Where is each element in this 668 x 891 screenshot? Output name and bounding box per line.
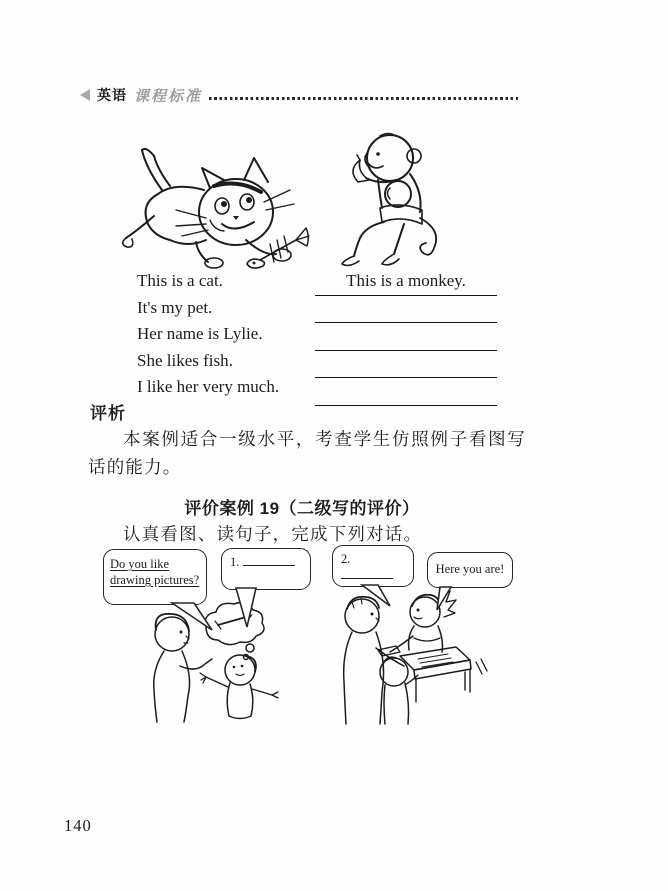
bubble-3-tail-icon [360, 584, 396, 610]
answer-lines [315, 268, 497, 406]
bubble-4-text: Here you are! [435, 562, 505, 576]
answer-line-blank [315, 296, 497, 324]
speech-bubble-2 [221, 548, 311, 590]
sentence-line: Her name is Lylie. [137, 324, 263, 343]
case-title: 评价案例 19（二级写的评价） [184, 499, 420, 518]
bubble-3-blank-line [341, 567, 393, 579]
sentence-line: It's my pet. [137, 297, 213, 317]
header-dotted-rule [209, 97, 518, 100]
answer-line-blank [315, 351, 497, 379]
left-triangle-icon [80, 89, 90, 101]
example-sentences [137, 268, 317, 401]
analysis-body: 本案例适合一级水平，考查学生仿照例子看图写话的能力。 [88, 429, 526, 477]
header-series-label: 课程标准 [134, 87, 203, 105]
page-number: 140 [64, 816, 92, 835]
bubble-2-label: 1. [230, 555, 240, 569]
bubble-1-text: Do you like drawing pictures? [110, 557, 200, 587]
page-header [80, 86, 518, 104]
bubble-2-tail-icon [233, 587, 261, 631]
sentence-line: I like her very much. [137, 377, 280, 396]
answer-line-filled: This is a monkey. [315, 268, 497, 296]
speech-bubble-1 [103, 549, 207, 605]
bubble-4-tail-icon [432, 586, 458, 614]
sentence-line: This is a cat. [137, 271, 223, 290]
answer-line-blank [315, 378, 497, 406]
bubble-2-blank-line [243, 554, 295, 566]
cat-illustration [118, 132, 318, 280]
speech-bubble-3 [332, 545, 414, 587]
analysis-heading: 评析 [90, 404, 126, 423]
case-instruction: 认真看图、读句子，完成下列对话。 [123, 524, 423, 544]
bubble-1-tail-icon [168, 602, 220, 634]
answer-line-blank [315, 323, 497, 351]
monkey-illustration [338, 130, 450, 272]
speech-bubble-4 [427, 552, 513, 588]
header-subject-label: 英语 [97, 87, 127, 103]
bubble-3-label: 2. [341, 552, 351, 566]
sentence-line: She likes fish. [137, 350, 233, 370]
